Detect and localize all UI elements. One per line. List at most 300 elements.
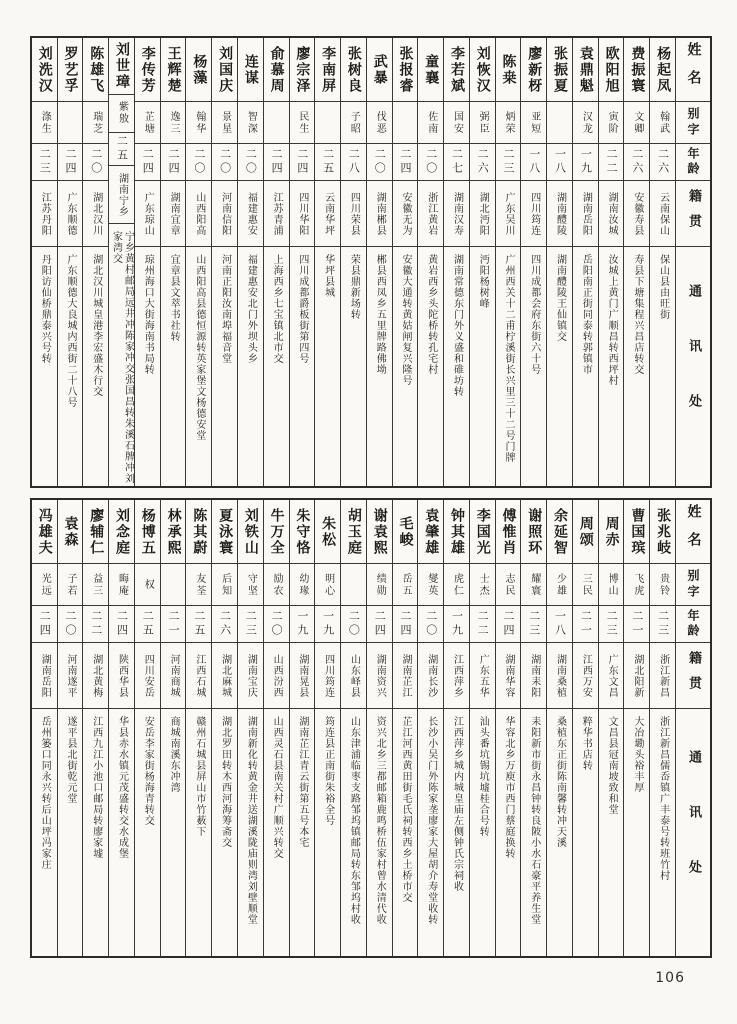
person-column bbox=[135, 38, 161, 486]
person-native-place: 湖南资兴 bbox=[374, 653, 386, 698]
person-age-cell bbox=[367, 606, 392, 643]
person-age: 二六 bbox=[218, 610, 232, 638]
person-courtesy-name-cell bbox=[341, 102, 366, 144]
person-name: 刘洗汉 bbox=[36, 45, 53, 94]
person-courtesy-name-cell bbox=[212, 564, 237, 606]
person-address-cell bbox=[521, 709, 546, 956]
person-column bbox=[109, 500, 135, 956]
person-name-cell bbox=[109, 38, 134, 95]
person-native-place-cell bbox=[521, 643, 546, 709]
person-courtesy-name: 博山 bbox=[606, 572, 618, 597]
person-native-place-cell bbox=[58, 181, 83, 247]
person-name: 廖新枒 bbox=[526, 45, 543, 94]
person-age: 二五 bbox=[321, 148, 335, 176]
person-native-place: 湖南醴陵 bbox=[554, 191, 566, 236]
person-native-place-cell bbox=[135, 181, 160, 247]
person-column bbox=[573, 38, 599, 486]
person-column bbox=[135, 500, 161, 956]
person-age: 二四 bbox=[502, 610, 516, 638]
person-native-place: 湖南郴县 bbox=[374, 191, 386, 236]
person-address: 荣县鼎新场转 bbox=[348, 254, 360, 320]
person-name: 朱松 bbox=[320, 515, 337, 548]
person-courtesy-name-cell bbox=[83, 102, 108, 144]
person-name: 毛峻 bbox=[397, 515, 414, 548]
person-age: 二〇 bbox=[244, 148, 258, 176]
person-address: 郴县西凤乡五里牌路佛坳 bbox=[374, 254, 386, 375]
person-name-cell bbox=[32, 38, 57, 102]
person-address: 湖南芷江青云街第五号本宅 bbox=[296, 716, 308, 848]
person-courtesy-name-cell bbox=[58, 102, 83, 144]
person-age-cell bbox=[109, 133, 134, 166]
person-name-cell bbox=[496, 38, 521, 102]
person-native-place: 湖北麻城 bbox=[219, 653, 231, 698]
person-native-place-cell bbox=[341, 181, 366, 247]
person-age: 二二 bbox=[605, 148, 619, 176]
person-courtesy-name: 友荃 bbox=[193, 572, 205, 597]
person-native-place-cell bbox=[58, 643, 83, 709]
person-courtesy-name-cell bbox=[264, 564, 289, 606]
person-age: 二四 bbox=[64, 148, 77, 176]
person-native-place-cell bbox=[186, 181, 211, 247]
directory-table-top bbox=[30, 36, 712, 488]
person-courtesy-name: 虎仁 bbox=[451, 572, 463, 597]
person-age: 一九 bbox=[321, 610, 335, 638]
person-address: 安岳李家街杨海青转交 bbox=[142, 716, 154, 826]
person-column bbox=[650, 500, 676, 956]
person-name: 陈雄飞 bbox=[88, 45, 105, 94]
person-address-cell bbox=[161, 709, 186, 956]
person-column bbox=[496, 38, 522, 486]
person-name-cell bbox=[264, 500, 289, 564]
person-age-cell bbox=[624, 144, 649, 181]
person-native-place-cell bbox=[418, 181, 443, 247]
person-name-cell bbox=[161, 38, 186, 102]
person-native-place-cell bbox=[470, 181, 495, 247]
person-native-place: 安徽无为 bbox=[399, 191, 411, 236]
person-native-place: 云南华坪 bbox=[322, 191, 334, 236]
person-column bbox=[238, 38, 264, 486]
person-courtesy-name: 三民 bbox=[580, 572, 592, 597]
person-address: 粹华书店转 bbox=[580, 716, 592, 771]
person-address: 山西阳高县德恒源转英家堡文杨德安堂 bbox=[193, 254, 205, 441]
person-name-cell bbox=[367, 38, 392, 102]
person-column bbox=[290, 38, 316, 486]
person-age-cell bbox=[341, 606, 366, 643]
person-courtesy-name: 岳五 bbox=[399, 572, 411, 597]
person-courtesy-name: 翰华 bbox=[193, 110, 205, 135]
person-native-place-cell bbox=[83, 181, 108, 247]
person-column bbox=[341, 38, 367, 486]
person-column bbox=[650, 38, 676, 486]
person-age-cell bbox=[264, 144, 289, 181]
person-native-place-cell bbox=[32, 643, 57, 709]
person-column bbox=[32, 38, 58, 486]
person-courtesy-name-cell bbox=[264, 102, 289, 144]
person-courtesy-name: 翰武 bbox=[657, 110, 669, 135]
person-name-cell bbox=[341, 500, 366, 564]
person-age: 二四 bbox=[38, 610, 52, 638]
person-name: 欧阳旭 bbox=[603, 45, 620, 94]
person-column bbox=[444, 38, 470, 486]
person-age: 二六 bbox=[630, 148, 644, 176]
person-native-place: 广东琼山 bbox=[142, 191, 154, 236]
person-column bbox=[58, 38, 84, 486]
person-age-cell bbox=[58, 606, 83, 643]
person-name: 陈桒 bbox=[500, 53, 517, 86]
person-name: 廖辅仁 bbox=[88, 507, 105, 556]
person-age-cell bbox=[650, 144, 675, 181]
person-address-cell bbox=[161, 247, 186, 486]
person-native-place: 河南商城 bbox=[168, 653, 180, 698]
person-native-place: 陕西华县 bbox=[116, 653, 128, 698]
person-courtesy-name: 燮英 bbox=[425, 572, 437, 597]
person-name-cell bbox=[238, 38, 263, 102]
person-name-cell bbox=[315, 500, 340, 564]
person-age: 二四 bbox=[115, 610, 129, 638]
person-courtesy-name-cell bbox=[290, 102, 315, 144]
person-address-cell bbox=[315, 709, 340, 956]
person-address-cell bbox=[650, 247, 675, 486]
person-name-cell bbox=[599, 38, 624, 102]
person-name-cell bbox=[186, 500, 211, 564]
person-name: 童襄 bbox=[423, 53, 440, 86]
person-native-place-cell bbox=[83, 643, 108, 709]
person-age: 二四 bbox=[398, 148, 412, 176]
person-column bbox=[212, 38, 238, 486]
person-name: 袁鼎魁 bbox=[577, 45, 594, 94]
person-courtesy-name: 子若 bbox=[65, 572, 76, 597]
person-column bbox=[547, 500, 573, 956]
person-address-cell bbox=[264, 709, 289, 956]
person-native-place-cell bbox=[496, 643, 521, 709]
person-age-cell bbox=[470, 606, 495, 643]
person-courtesy-name-cell bbox=[393, 564, 418, 606]
person-name: 冯雄夫 bbox=[36, 507, 53, 556]
header-courtesy-name bbox=[676, 102, 710, 144]
header-address-label: 通讯处 bbox=[686, 284, 701, 449]
person-address-cell bbox=[186, 247, 211, 486]
person-age-cell bbox=[393, 606, 418, 643]
header-name-label: 姓名 bbox=[685, 503, 702, 560]
person-age: 二四 bbox=[295, 148, 309, 176]
person-courtesy-name-cell bbox=[290, 564, 315, 606]
person-native-place: 河南遂平 bbox=[65, 653, 76, 698]
person-address-cell bbox=[624, 247, 649, 486]
person-address-cell bbox=[470, 247, 495, 486]
person-age: 一九 bbox=[450, 610, 464, 638]
person-address: 琼州海口大街海南书局转 bbox=[142, 254, 154, 375]
person-address-cell bbox=[444, 247, 469, 486]
person-native-place-cell bbox=[573, 643, 598, 709]
person-name-cell bbox=[573, 38, 598, 102]
header-name-label: 姓名 bbox=[685, 41, 702, 98]
person-name-cell bbox=[650, 500, 675, 564]
header-address bbox=[676, 247, 710, 486]
person-courtesy-name-cell bbox=[238, 102, 263, 144]
person-age: 二一 bbox=[579, 610, 593, 638]
person-courtesy-name: 权 bbox=[142, 578, 154, 591]
person-address: 桑植东正街陈南馨转冲天溪 bbox=[554, 716, 566, 848]
person-courtesy-name: 瑞芝 bbox=[90, 110, 102, 135]
person-name: 李国光 bbox=[474, 507, 491, 556]
person-courtesy-name-cell bbox=[624, 564, 649, 606]
person-address-cell bbox=[238, 247, 263, 486]
person-column bbox=[186, 38, 212, 486]
person-courtesy-name: 志民 bbox=[503, 572, 515, 597]
person-address: 四川成都会府东街六十号 bbox=[528, 254, 540, 375]
person-courtesy-name: 晦庵 bbox=[116, 572, 128, 597]
person-name: 曹国瑸 bbox=[629, 507, 646, 556]
person-address: 保山县由旺街 bbox=[657, 254, 669, 320]
person-age-cell bbox=[573, 144, 598, 181]
person-address: 江西九江小池口邮局转廖家墟 bbox=[90, 716, 102, 859]
person-courtesy-name: 幼瑑 bbox=[296, 572, 308, 597]
person-courtesy-name: 绩勋 bbox=[374, 572, 386, 597]
person-age-cell bbox=[547, 144, 572, 181]
header-age bbox=[676, 606, 710, 643]
person-courtesy-name-cell bbox=[650, 102, 675, 144]
person-address: 湖南新化转黄金井送湖溪陇庙则湾刘壁顺堂 bbox=[245, 716, 257, 925]
person-name-cell bbox=[315, 38, 340, 102]
person-address: 沔阳杨树峰 bbox=[477, 254, 489, 309]
header-name bbox=[676, 500, 710, 564]
person-native-place: 湖南晃县 bbox=[296, 653, 308, 698]
person-age: 二七 bbox=[450, 148, 464, 176]
person-native-place: 山西阳高 bbox=[193, 191, 205, 236]
person-age: 二〇 bbox=[373, 148, 387, 176]
person-courtesy-name-cell bbox=[367, 564, 392, 606]
person-address: 大冶墈头裕丰厚 bbox=[631, 716, 643, 793]
person-courtesy-name: 民生 bbox=[296, 110, 308, 135]
person-address: 四川成都爵板街第四号 bbox=[296, 254, 308, 364]
person-native-place-cell bbox=[109, 643, 134, 709]
person-native-place: 湖北沔阳 bbox=[477, 191, 489, 236]
person-column bbox=[238, 500, 264, 956]
header-courtesy-name-label: 别字 bbox=[686, 106, 700, 139]
person-native-place-cell bbox=[161, 643, 186, 709]
person-name: 刘念庭 bbox=[114, 507, 131, 556]
person-column bbox=[418, 38, 444, 486]
header-native-place bbox=[676, 643, 710, 709]
person-age-cell bbox=[186, 144, 211, 181]
person-native-place-cell bbox=[547, 181, 572, 247]
person-age-cell bbox=[521, 606, 546, 643]
person-column bbox=[315, 500, 341, 956]
person-address: 商城南溪东冲湾 bbox=[168, 716, 180, 793]
person-name-cell bbox=[393, 500, 418, 564]
person-native-place: 四川荣县 bbox=[348, 191, 360, 236]
person-name-cell bbox=[58, 38, 83, 102]
person-courtesy-name: 智深 bbox=[245, 110, 257, 135]
person-native-place: 山西汾西 bbox=[271, 653, 283, 698]
person-name-cell bbox=[212, 38, 237, 102]
person-name: 林承熙 bbox=[165, 507, 182, 556]
person-name: 袁肇雄 bbox=[423, 507, 440, 556]
person-courtesy-name-cell bbox=[315, 102, 340, 144]
person-native-place-cell bbox=[444, 181, 469, 247]
person-age: 二八 bbox=[347, 148, 361, 176]
header-age-label: 年龄 bbox=[686, 609, 700, 639]
person-name-cell bbox=[186, 38, 211, 102]
person-courtesy-name-cell bbox=[238, 564, 263, 606]
person-age: 二三 bbox=[502, 148, 516, 176]
person-address: 芷江河西黄田街毛氏祠转西乡土桥市交 bbox=[399, 716, 411, 903]
person-name: 武暴 bbox=[371, 53, 388, 86]
person-native-place: 湖北黄梅 bbox=[90, 653, 102, 698]
person-address: 遂平县北街乾元堂 bbox=[65, 716, 76, 804]
person-name-cell bbox=[393, 38, 418, 102]
person-name-cell bbox=[624, 500, 649, 564]
person-courtesy-name-cell bbox=[186, 102, 211, 144]
person-courtesy-name-cell bbox=[58, 564, 83, 606]
person-name-cell bbox=[83, 500, 108, 564]
person-native-place: 湖南芷江 bbox=[399, 653, 411, 698]
person-age: 二〇 bbox=[270, 610, 284, 638]
person-age-cell bbox=[264, 606, 289, 643]
person-address: 黄岩西乡头陀桥转孔宅村 bbox=[425, 254, 437, 375]
person-name: 罗艺孚 bbox=[62, 45, 79, 94]
person-native-place: 河南信阳 bbox=[219, 191, 231, 236]
person-name-cell bbox=[212, 500, 237, 564]
person-name-cell bbox=[470, 38, 495, 102]
person-native-place: 湖南宝庆 bbox=[245, 653, 257, 698]
person-native-place-cell bbox=[315, 181, 340, 247]
person-address: 耒阳新市街永昌钟转良陂小水石豪平养生堂 bbox=[528, 716, 540, 925]
person-age-cell bbox=[444, 606, 469, 643]
person-column bbox=[83, 38, 109, 486]
person-native-place-cell bbox=[573, 181, 598, 247]
person-column bbox=[341, 500, 367, 956]
person-age-cell bbox=[367, 144, 392, 181]
person-address: 汝城上黄门广顺昌转西坪村 bbox=[606, 254, 618, 386]
person-native-place-cell bbox=[290, 643, 315, 709]
person-name: 张树良 bbox=[345, 45, 362, 94]
person-age: 二一 bbox=[167, 610, 181, 638]
person-native-place-cell bbox=[238, 181, 263, 247]
person-age: 二六 bbox=[656, 148, 670, 176]
person-address: 安徽大通转黄姑闸复兴隆号 bbox=[399, 254, 411, 386]
person-courtesy-name: 佐南 bbox=[425, 110, 437, 135]
person-address-cell bbox=[521, 247, 546, 486]
person-age: 二三 bbox=[656, 610, 670, 638]
person-address-cell bbox=[547, 247, 572, 486]
person-name: 廖宗泽 bbox=[294, 45, 311, 94]
person-courtesy-name: 芷塘 bbox=[142, 110, 154, 135]
person-age: 二〇 bbox=[192, 148, 206, 176]
person-courtesy-name: 益三 bbox=[90, 572, 102, 597]
person-native-place: 广东五华 bbox=[477, 653, 489, 698]
person-native-place-cell bbox=[624, 643, 649, 709]
person-address: 湖南醴陵王仙镇交 bbox=[554, 254, 566, 342]
person-name-cell bbox=[547, 38, 572, 102]
person-native-place-cell bbox=[238, 643, 263, 709]
person-age: 二〇 bbox=[347, 610, 361, 638]
person-age: 二五 bbox=[192, 610, 206, 638]
person-address: 岳阳南正街同泰转郭镇市 bbox=[580, 254, 592, 375]
person-age-cell bbox=[135, 144, 160, 181]
person-age-cell bbox=[470, 144, 495, 181]
person-address-cell bbox=[135, 709, 160, 956]
person-address-cell bbox=[367, 247, 392, 486]
person-age-cell bbox=[547, 606, 572, 643]
person-address: 华坪县城 bbox=[322, 254, 334, 298]
person-courtesy-name-cell bbox=[444, 102, 469, 144]
person-age-cell bbox=[290, 606, 315, 643]
person-address: 广东顺德大良城内西街二十八号 bbox=[65, 254, 76, 408]
person-age: 二〇 bbox=[89, 148, 103, 176]
person-column bbox=[624, 500, 650, 956]
person-courtesy-name-cell bbox=[496, 102, 521, 144]
person-column bbox=[521, 500, 547, 956]
person-native-place-cell bbox=[367, 643, 392, 709]
person-age: 二五 bbox=[115, 134, 129, 163]
person-age: 二〇 bbox=[64, 610, 77, 638]
person-address: 广州西关十二甫柠溪街长兴里三十二号门牌 bbox=[503, 254, 515, 463]
person-age-cell bbox=[58, 144, 83, 181]
person-native-place-cell bbox=[264, 643, 289, 709]
person-native-place: 湖南长沙 bbox=[425, 653, 437, 698]
header-address bbox=[676, 709, 710, 956]
person-name-cell bbox=[161, 500, 186, 564]
person-age-cell bbox=[290, 144, 315, 181]
person-courtesy-name-cell bbox=[83, 564, 108, 606]
person-address: 丹阳访仙桥鼎泰兴号转 bbox=[39, 254, 51, 364]
person-column bbox=[496, 500, 522, 956]
person-age-cell bbox=[444, 144, 469, 181]
person-address-cell bbox=[547, 709, 572, 956]
person-courtesy-name: 紫敫 bbox=[116, 101, 128, 126]
person-column bbox=[186, 500, 212, 956]
person-native-place: 湖北汉川 bbox=[90, 191, 102, 236]
person-name-cell bbox=[109, 500, 134, 564]
person-courtesy-name: 国安 bbox=[451, 110, 463, 135]
person-courtesy-name: 景星 bbox=[219, 110, 231, 135]
person-name: 胡玉庭 bbox=[345, 507, 362, 556]
person-address: 赣州石城县屏山市竹薮下 bbox=[193, 716, 205, 837]
person-native-place-cell bbox=[418, 643, 443, 709]
header-age bbox=[676, 144, 710, 181]
person-name: 张振夏 bbox=[552, 45, 569, 94]
person-column bbox=[444, 500, 470, 956]
person-native-place: 湖南汝城 bbox=[606, 191, 618, 236]
person-native-place-cell bbox=[212, 181, 237, 247]
person-native-place: 江西万安 bbox=[580, 653, 592, 698]
person-name-cell bbox=[496, 500, 521, 564]
person-age-cell bbox=[599, 144, 624, 181]
person-age-cell bbox=[650, 606, 675, 643]
person-courtesy-name-cell bbox=[599, 102, 624, 144]
person-name: 周赤 bbox=[603, 515, 620, 548]
header-native-place-label: 籍贯 bbox=[686, 188, 701, 239]
person-name: 周颂 bbox=[577, 515, 594, 548]
person-name: 杨博五 bbox=[139, 507, 156, 556]
person-native-place-cell bbox=[599, 643, 624, 709]
person-native-place: 广东顺德 bbox=[65, 191, 76, 236]
person-name: 刘世璋 bbox=[114, 42, 131, 91]
person-name: 谢照环 bbox=[526, 507, 543, 556]
person-native-place-cell bbox=[315, 643, 340, 709]
person-column bbox=[264, 38, 290, 486]
person-name: 余延智 bbox=[552, 507, 569, 556]
person-courtesy-name: 炳荣 bbox=[503, 110, 515, 135]
person-courtesy-name-cell bbox=[444, 564, 469, 606]
person-age-cell bbox=[212, 606, 237, 643]
person-courtesy-name-cell bbox=[573, 564, 598, 606]
person-age: 二一 bbox=[630, 610, 644, 638]
person-address-cell bbox=[393, 247, 418, 486]
person-native-place-cell bbox=[341, 643, 366, 709]
person-native-place-cell bbox=[393, 181, 418, 247]
